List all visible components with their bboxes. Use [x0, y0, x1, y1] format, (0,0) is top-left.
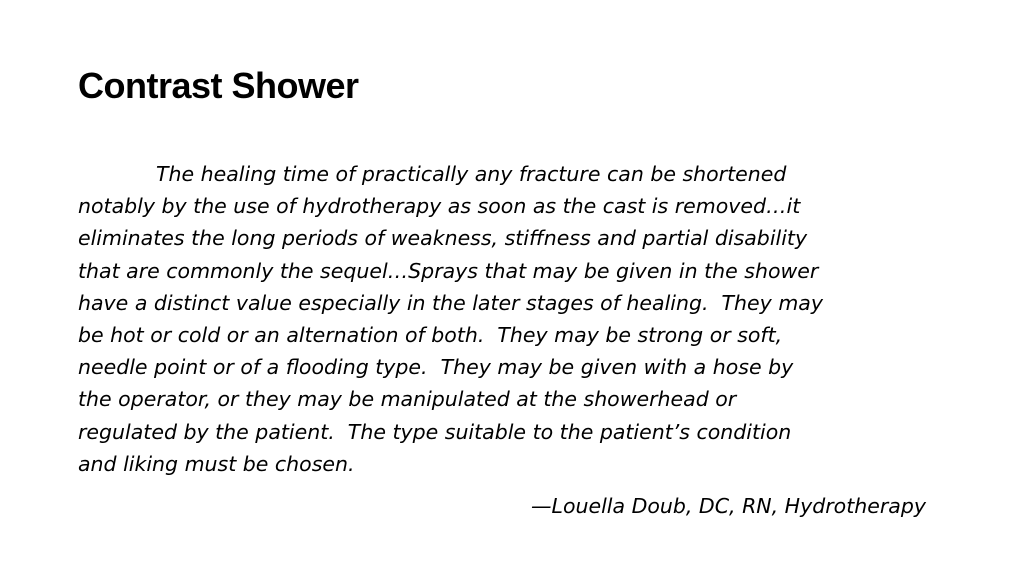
- quote-line: be hot or cold or an alternation of both. They may be strong or soft,: [78, 323, 783, 348]
- quote-line: notably by the use of hydrotherapy as soon as the cast is removed…it: [78, 194, 801, 219]
- quote-line: that are commonly the sequel…Sprays that may be given in the shower: [78, 258, 819, 283]
- quote-line: The healing time of practically any fracture can be shortened: [156, 162, 787, 186]
- quote-line: regulated by the patient. The type suitable to the patient’s condition: [78, 419, 792, 444]
- quote-attribution: —Louella Doub, DC, RN, Hydrotherapy: [531, 494, 926, 518]
- quote-line: eliminates the long periods of weakness, stiffness and partial disability: [78, 226, 808, 251]
- slide-title: Contrast Shower: [78, 65, 359, 106]
- quote-line: have a distinct value especially in the later stages of healing. They may: [78, 290, 823, 315]
- quote-block: [78, 158, 958, 480]
- quote-line: and liking must be chosen.: [78, 451, 355, 476]
- quote-line: needle point or of a flooding type. They may be given with a hose by: [78, 355, 794, 380]
- quote-line: the operator, or they may be manipulated at the showerhead or: [78, 387, 737, 412]
